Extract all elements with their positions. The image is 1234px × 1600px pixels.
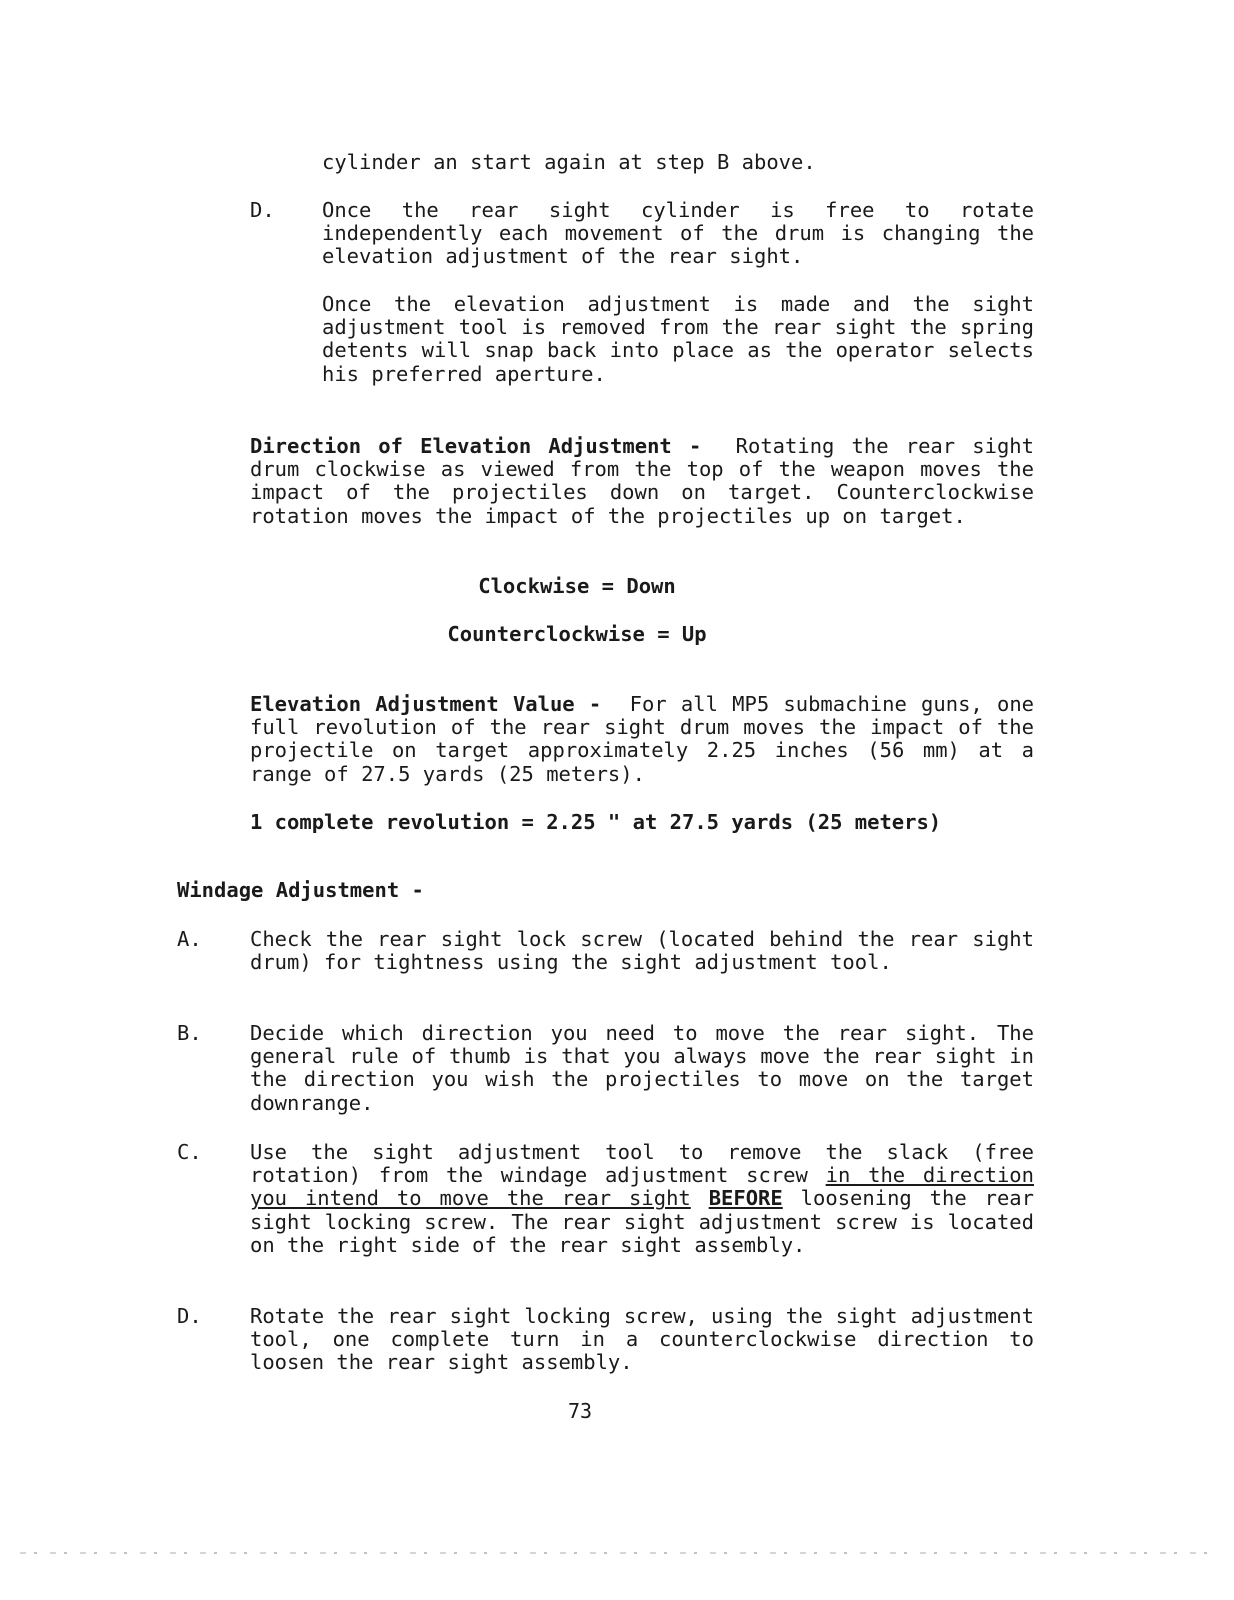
step-d-label: D. bbox=[250, 198, 275, 222]
direction-heading: Direction of Elevation Adjustment - bbox=[250, 434, 702, 458]
windage-heading: Windage Adjustment - bbox=[177, 878, 424, 902]
step-d-text: Once the rear sight cylinder is free to rotate independently each movement of the drum is changing the elevation adjustment of the rear sight. bbox=[322, 198, 1034, 269]
direction-text: Rotating the rear sight drum clockwise as viewed from the top of the weapon moves the impact of the projectiles down on target. Counterclockwise rotation moves the impact of the projectiles up on target. bbox=[250, 434, 1034, 528]
elevation-value-paragraph bbox=[250, 693, 1034, 786]
step-c-underlined: in the direction you intend to move the rear sight bbox=[250, 1163, 1034, 1211]
windage-step-a-label: A. bbox=[177, 927, 202, 951]
windage-step-c-text bbox=[250, 1141, 1034, 1257]
windage-step-d-label: D. bbox=[177, 1304, 202, 1328]
windage-step-c-label: C. bbox=[177, 1140, 202, 1164]
value-heading: Elevation Adjustment Value - bbox=[250, 692, 602, 716]
step-c-text-c: loosening the rear sight locking screw. The rear sight adjustment screw is located on the right side of the rear sight assembly. bbox=[250, 1186, 1034, 1257]
windage-step-b-text: Decide which direction you need to move the rear sight. The general rule of thumb is that you always move the rear sight in the direction you wish the projectiles to move on the target downrange. bbox=[250, 1021, 1034, 1115]
page-number: 73 bbox=[567, 1399, 593, 1423]
step-c-before: BEFORE bbox=[708, 1186, 783, 1211]
windage-step-a-text: Check the rear sight lock screw (located behind the rear sight drum) for tightness using the sight adjustment tool. bbox=[250, 927, 1034, 975]
clockwise-rule: Clockwise = Down bbox=[478, 574, 676, 598]
step-d-paragraph-2: Once the elevation adjustment is made and the sight adjustment tool is removed from the rear sight the spring detents will snap back into place as the operator selects his preferred aperture. bbox=[322, 292, 1034, 386]
scan-edge-artifact bbox=[20, 1552, 1214, 1554]
direction-of-elevation-paragraph bbox=[250, 435, 1034, 528]
step-c-continuation: cylinder an start again at step B above. bbox=[322, 150, 816, 174]
windage-step-b-label: B. bbox=[177, 1021, 202, 1045]
windage-step-d-text: Rotate the rear sight locking screw, using the sight adjustment tool, one complete turn in a counterclockwise direction to loosen the rear sight assembly. bbox=[250, 1304, 1034, 1375]
revolution-rule: 1 complete revolution = 2.25 " at 27.5 yards (25 meters) bbox=[250, 810, 942, 834]
value-text: For all MP5 submachine guns, one full revolution of the rear sight drum moves the impact of the projectile on target approximately 2.25 inches (56 mm) at a range of 27.5 yards (25 meters). bbox=[250, 692, 1035, 786]
step-c-text-a: Use the sight adjustment tool to remove the slack (free rotation) from the windage adjustment screw bbox=[250, 1140, 1034, 1188]
counterclockwise-rule: Counterclockwise = Up bbox=[447, 622, 707, 646]
